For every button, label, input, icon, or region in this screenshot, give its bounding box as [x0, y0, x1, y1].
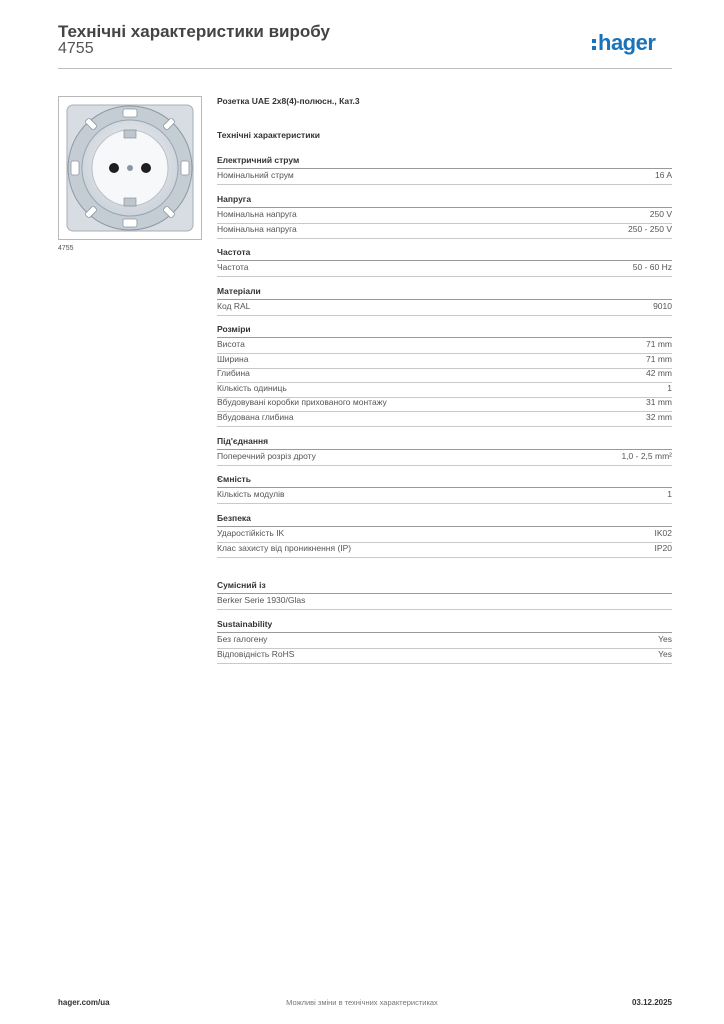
spec-label: Вбудована глибина — [217, 412, 294, 422]
section-title: Сумісний із — [217, 580, 266, 590]
spec-value: 1,0 - 2,5 mm² — [621, 451, 672, 461]
spec-label: Ширина — [217, 353, 249, 364]
section-title: Електричний струм — [217, 155, 300, 165]
section-divider — [217, 168, 672, 169]
section-title: Матеріали — [217, 286, 261, 296]
spec-label: Berker Serie 1930/Glas — [217, 595, 306, 605]
row-divider — [217, 315, 672, 316]
section-divider — [217, 526, 672, 527]
section-divider — [217, 449, 672, 450]
spec-row — [217, 339, 672, 353]
row-divider — [217, 465, 672, 466]
spec-row — [217, 301, 672, 315]
section-divider — [217, 260, 672, 261]
spec-value: 16 A — [654, 170, 672, 180]
spec-row — [217, 595, 672, 609]
row-divider — [217, 663, 672, 664]
section-title: Напруга — [217, 194, 252, 204]
spec-value: 32 mm — [646, 412, 672, 422]
section-divider — [217, 299, 672, 300]
section-title: Ємність — [217, 474, 251, 484]
section-divider — [217, 207, 672, 208]
spec-value: 71 mm — [646, 339, 672, 349]
spec-row — [217, 412, 672, 426]
spec-label: Клас захисту від проникнення (IP) — [217, 542, 352, 553]
spec-row — [217, 262, 672, 276]
product-image — [58, 96, 202, 240]
spec-value: Yes — [658, 648, 672, 659]
section-divider — [217, 593, 672, 594]
socket-illustration — [59, 97, 201, 239]
spec-label: Частота — [217, 262, 249, 272]
logo-text: hager — [598, 30, 656, 55]
product-number: 4755 — [58, 40, 94, 57]
section-title: Sustainability — [217, 619, 273, 629]
row-divider — [217, 503, 672, 504]
spec-row — [217, 489, 672, 503]
spec-label: Номінальна напруга — [217, 209, 297, 219]
footer-date: 03.12.2025 — [631, 998, 672, 1007]
hager-logo — [592, 30, 676, 56]
spec-label: Ударостійкість IK — [217, 528, 285, 538]
spec-row — [217, 528, 672, 542]
section-divider — [217, 337, 672, 338]
spec-label: Поперечний розріз дроту — [217, 451, 316, 461]
spec-value: 50 - 60 Hz — [632, 262, 672, 272]
section-title: Розміри — [217, 324, 251, 334]
row-divider — [217, 609, 672, 610]
spec-label: Кількість модулів — [217, 489, 285, 499]
section-title: Під'єднання — [217, 436, 269, 446]
spec-row — [217, 397, 672, 411]
spec-value: IP20 — [654, 542, 672, 553]
footer-website: hager.com/ua — [58, 998, 110, 1007]
row-divider — [217, 276, 672, 277]
page-title: Технічні характеристики виробу — [58, 22, 330, 41]
specs-heading: Технічні характеристики — [217, 130, 320, 140]
spec-row — [217, 383, 672, 397]
section-title: Безпека — [217, 513, 251, 523]
spec-row — [217, 649, 672, 663]
spec-row — [217, 354, 672, 368]
spec-row — [217, 451, 672, 465]
spec-row — [217, 543, 672, 557]
spec-value: 1 — [667, 382, 672, 393]
section-divider — [217, 632, 672, 633]
spec-value: 250 - 250 V — [628, 223, 672, 234]
product-name: Розетка UAE 2х8(4)-полюсн., Кат.3 — [217, 96, 360, 106]
spec-label: Номінальна напруга — [217, 223, 297, 234]
row-divider — [217, 557, 672, 558]
spec-row — [217, 224, 672, 238]
spec-value: 42 mm — [646, 368, 672, 379]
spec-row — [217, 170, 672, 184]
section-title: Частота — [217, 247, 251, 257]
spec-label: Відповідність RoHS — [217, 648, 295, 659]
row-divider — [217, 238, 672, 239]
spec-value: 31 mm — [646, 397, 672, 408]
spec-row — [217, 368, 672, 382]
spec-value: 250 V — [649, 209, 672, 219]
spec-row — [217, 634, 672, 648]
section-divider — [217, 487, 672, 488]
header-divider — [58, 68, 672, 69]
spec-value: Yes — [658, 634, 672, 644]
row-divider — [217, 426, 672, 427]
spec-value: 1 — [667, 489, 672, 499]
spec-label: Висота — [217, 339, 245, 349]
spec-value: IK02 — [654, 528, 672, 538]
spec-value: 9010 — [653, 301, 672, 311]
spec-label: Кількість одиниць — [217, 382, 287, 393]
product-image-caption: 4755 — [58, 245, 74, 252]
row-divider — [217, 184, 672, 185]
spec-row — [217, 209, 672, 223]
spec-label: Номінальний струм — [217, 170, 294, 180]
spec-value: 71 mm — [646, 353, 672, 364]
spec-label: Код RAL — [217, 301, 251, 311]
spec-label: Вбудовувані коробки прихованого монтажу — [217, 397, 387, 408]
footer-disclaimer: Можливі зміни в технічних характеристиках — [286, 998, 438, 1007]
spec-label: Без галогену — [217, 634, 268, 644]
spec-label: Глибина — [217, 368, 250, 379]
